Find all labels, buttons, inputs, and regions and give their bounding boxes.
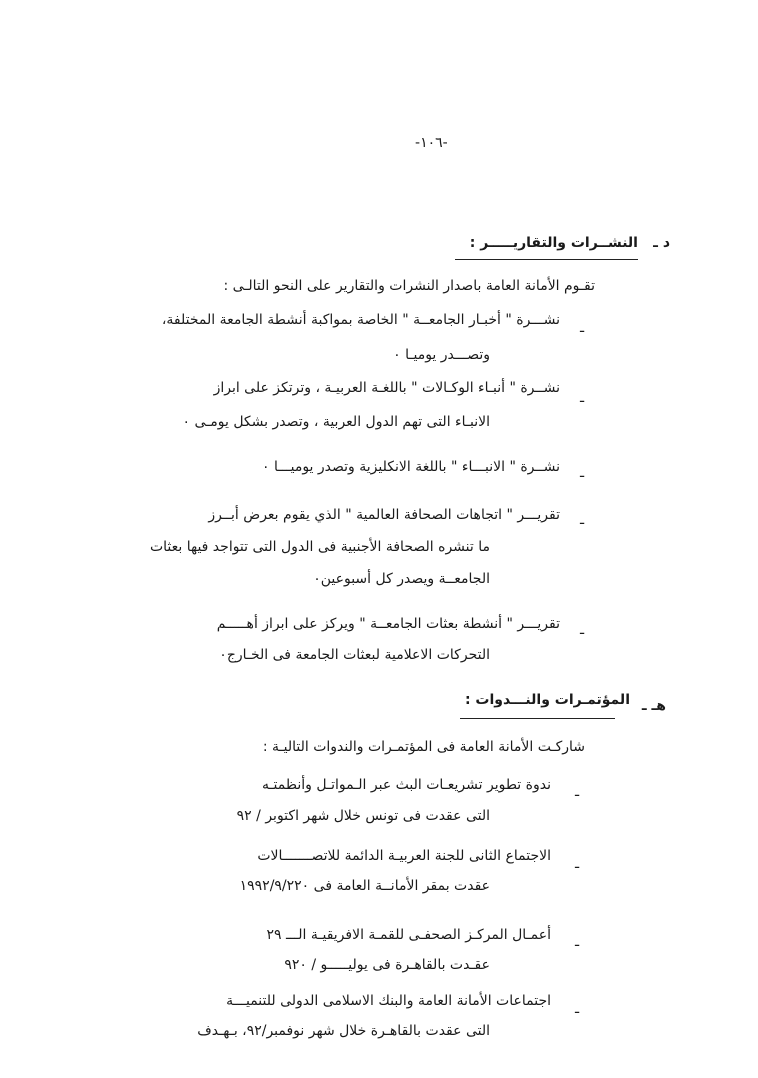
list-dash: ـ [575,934,580,950]
section-h-title: المؤتمـرات والنـــدوات : [464,692,630,708]
section-d-title: النشــرات والتقاريـــــر : [469,235,638,251]
section-h-title-underline [460,718,615,719]
list-dash: ـ [580,320,585,336]
list-dash: ـ [575,856,580,872]
list-item-line: الاجتماع الثانى للجنة العربيـة الدائمة للاتصـــــــالات [257,848,551,864]
list-item-line: أعمـال المركـز الصحفـى للقمـة الافريقيـة الـــ ٢٩ [266,927,551,943]
section-d-title-underline [455,259,638,260]
list-item-line: نشـــرة " أخبـار الجامعــة " الخاصة بمواكبة أنشطة الجامعة المختلفة، [161,312,560,328]
list-dash: ـ [580,465,585,481]
list-item-line: ندوة تطوير تشريعـات البث عبر الـمواتـل وأنظمتـه [261,777,551,793]
list-dash: ـ [580,622,585,638]
section-h-label: هـ ـ [641,698,666,714]
list-item-line: وتصـــدر يوميـا ٠ [393,347,490,363]
list-dash: ـ [580,512,585,528]
list-dash: ـ [575,1001,580,1017]
list-item-line: تقريـــر " أنشطة بعثات الجامعــة " ويركز على ابراز أهـــــم [216,616,560,632]
list-item-line: نشــرة " أنبـاء الوكـالات " باللغـة العربيـة ، وترتكز على ابراز [213,380,560,396]
section-d-label: د ـ [653,235,670,251]
list-item-line: اجتماعات الأمانة العامة والبنك الاسلامى الدولى للتنميـــة [226,993,551,1009]
list-item-line: التى عقدت بالقاهـرة خلال شهر نوفمبر/٩٢، بـهـدف [197,1023,490,1039]
list-item-line: ما تنشره الصحافة الأجنبية فى الدول التى تتواجد فيها بعثات [149,539,490,555]
section-h-intro: شاركـت الأمانة العامة فى المؤتمـرات والندوات التاليـة : [262,739,585,755]
list-item-line: تقريـــر " اتجاهات الصحافة العالمية " الذي يقوم بعرض أبــرز [208,507,560,523]
list-item-line: عقـدت بالقاهـرة فى يوليـــــو / ٩٢٠ [284,957,490,973]
section-d-intro: تقـوم الأمانة العامة باصدار النشرات والتقارير على النحو التالـى : [223,278,595,294]
list-item-line: الانبـاء التى تهم الدول العربية ، وتصدر بشكل يومـى ٠ [182,414,490,430]
list-item-line: عقدت بمقر الأمانــة العامة فى ١٩٩٢/٩/٢٢٠ [239,878,490,894]
list-item-line: الجامعــة ويصدر كل أسبوعين٠ [313,571,490,587]
page-number: -١٠٦- [415,135,448,151]
list-dash: ـ [575,784,580,800]
list-dash: ـ [580,390,585,406]
list-item-line: التحركات الاعلامية لبعثات الجامعة فى الخـارج٠ [219,647,490,663]
list-item-line: نشــرة " الانبـــاء " باللغة الانكليزية وتصدر يوميـــا ٠ [262,459,560,475]
list-item-line: التى عقدت فى تونس خلال شهر اكتوبر / ٩٢ [236,808,490,824]
